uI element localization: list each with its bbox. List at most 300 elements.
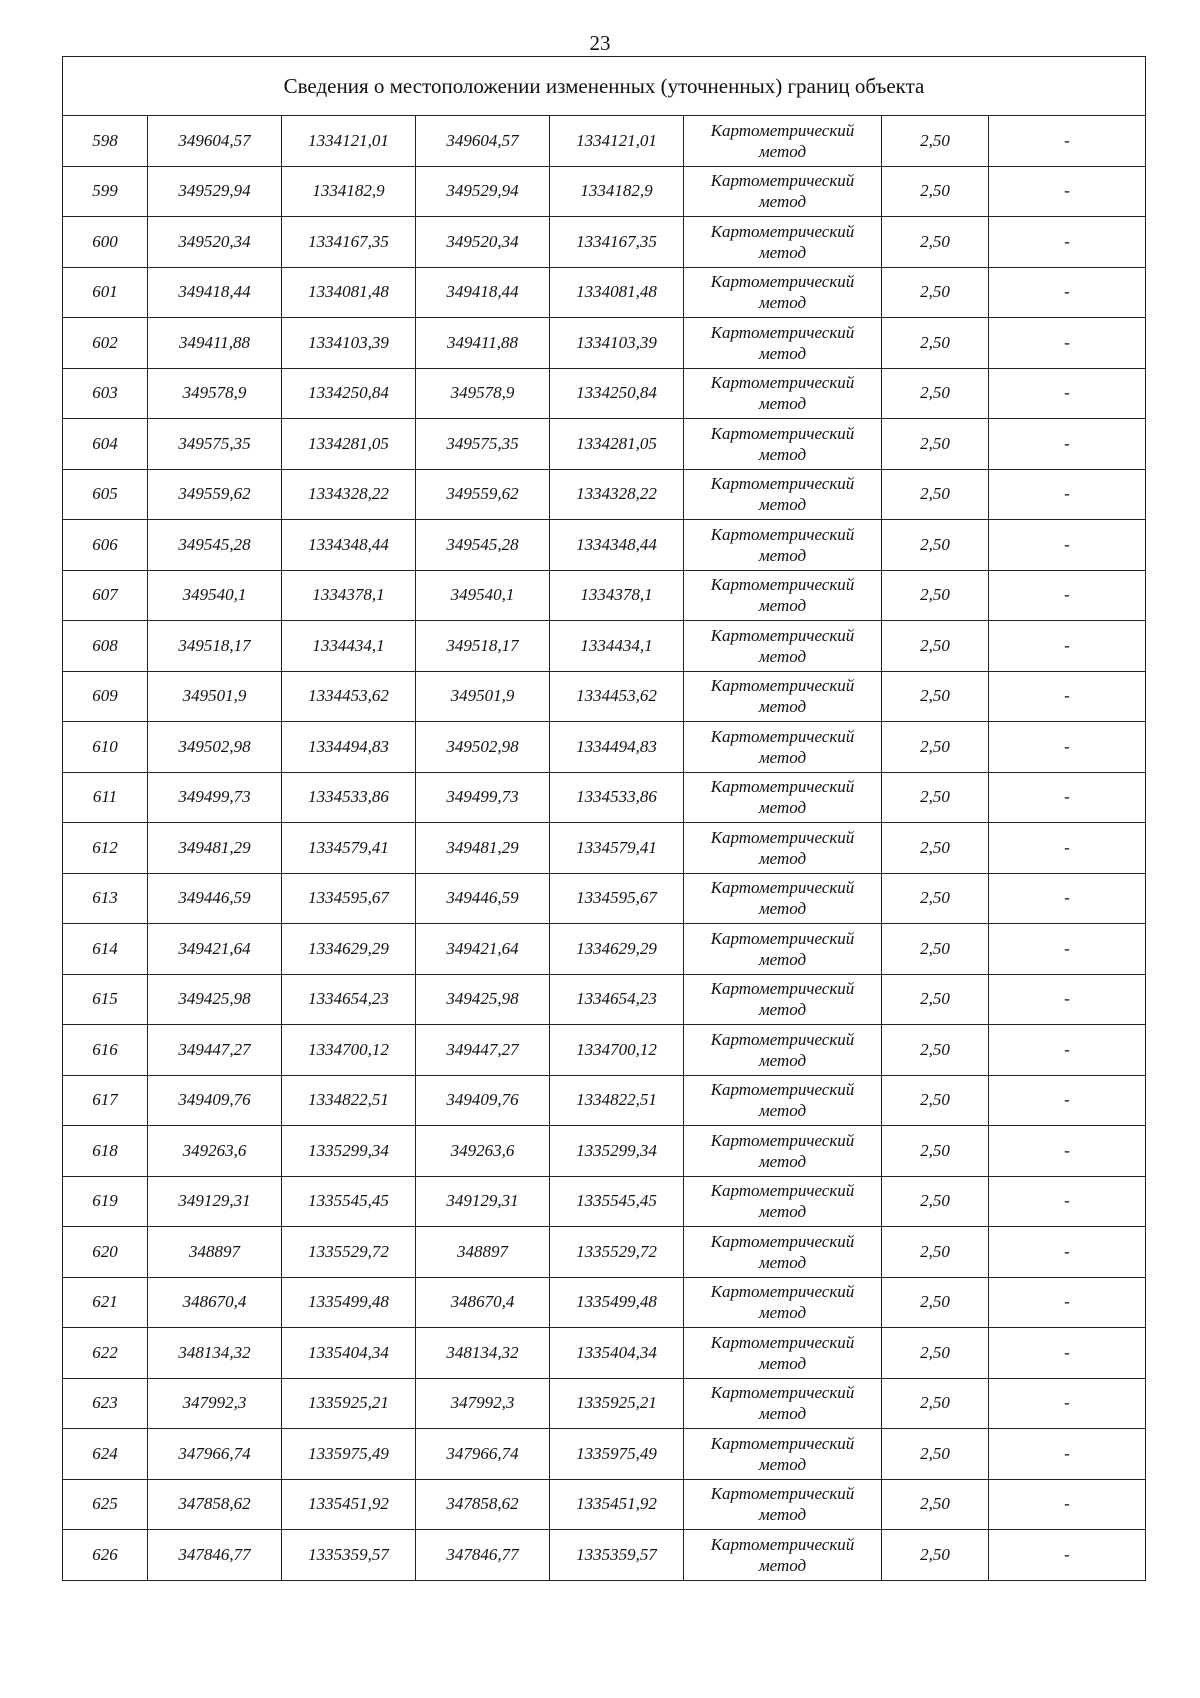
existing-x-cell: 349578,9: [148, 368, 282, 419]
table-row: [63, 166, 1146, 217]
description-cell: -: [989, 469, 1146, 520]
existing-x-cell: 348670,4: [148, 1277, 282, 1328]
refined-y-cell: 1334629,29: [550, 924, 684, 975]
existing-x-cell: 349418,44: [148, 267, 282, 318]
existing-x-cell: 348134,32: [148, 1328, 282, 1379]
existing-x-cell: 349540,1: [148, 570, 282, 621]
description-cell: -: [989, 974, 1146, 1025]
refined-x-cell: 349502,98: [416, 722, 550, 773]
refined-y-cell: 1334700,12: [550, 1025, 684, 1076]
refined-x-cell: 349409,76: [416, 1075, 550, 1126]
refined-y-cell: 1335451,92: [550, 1479, 684, 1530]
description-cell: -: [989, 1328, 1146, 1379]
refined-x-cell: 349518,17: [416, 621, 550, 672]
refined-y-cell: 1334378,1: [550, 570, 684, 621]
method-cell: [684, 1530, 882, 1581]
method-line2: метод: [758, 697, 807, 717]
existing-y-cell: 1335529,72: [282, 1227, 416, 1278]
method-line1: Картометрический: [710, 1181, 855, 1201]
method-line1: Картометрический: [710, 928, 855, 948]
refined-y-cell: 1334434,1: [550, 621, 684, 672]
method-cell: [684, 1378, 882, 1429]
method-line2: метод: [758, 747, 807, 767]
method-cell: [684, 1277, 882, 1328]
accuracy-cell: 2,50: [882, 368, 989, 419]
method-cell: [684, 1227, 882, 1278]
accuracy-cell: 2,50: [882, 318, 989, 369]
table-row: [63, 873, 1146, 924]
existing-x-cell: 349575,35: [148, 419, 282, 470]
existing-y-cell: 1335975,49: [282, 1429, 416, 1480]
method-cell: [684, 1126, 882, 1177]
accuracy-cell: 2,50: [882, 671, 989, 722]
refined-x-cell: 349481,29: [416, 823, 550, 874]
existing-x-cell: 349502,98: [148, 722, 282, 773]
existing-y-cell: 1334348,44: [282, 520, 416, 571]
point-number-cell: 619: [63, 1176, 148, 1227]
method-cell: [684, 116, 882, 167]
refined-y-cell: 1334579,41: [550, 823, 684, 874]
accuracy-cell: 2,50: [882, 570, 989, 621]
method-cell: [684, 873, 882, 924]
point-number-cell: 605: [63, 469, 148, 520]
table-row: [63, 469, 1146, 520]
point-number-cell: 608: [63, 621, 148, 672]
accuracy-cell: 2,50: [882, 1530, 989, 1581]
description-cell: -: [989, 166, 1146, 217]
table-header: Сведения о местоположении измененных (уточненных) границ объекта: [63, 57, 1146, 116]
refined-y-cell: 1334167,35: [550, 217, 684, 268]
point-number-cell: 614: [63, 924, 148, 975]
method-line1: Картометрический: [710, 827, 855, 847]
refined-x-cell: 349501,9: [416, 671, 550, 722]
description-cell: -: [989, 1025, 1146, 1076]
existing-y-cell: 1334629,29: [282, 924, 416, 975]
table-header-row: [63, 57, 1146, 116]
method-line1: Картометрический: [710, 272, 855, 292]
method-line1: Картометрический: [710, 1332, 855, 1352]
accuracy-cell: 2,50: [882, 1479, 989, 1530]
method-cell: [684, 419, 882, 470]
accuracy-cell: 2,50: [882, 873, 989, 924]
refined-y-cell: 1335529,72: [550, 1227, 684, 1278]
description-cell: -: [989, 318, 1146, 369]
table-row: [63, 116, 1146, 167]
method-line1: Картометрический: [710, 221, 855, 241]
method-line1: Картометрический: [710, 1231, 855, 1251]
existing-y-cell: 1334121,01: [282, 116, 416, 167]
method-line2: метод: [758, 545, 807, 565]
refined-y-cell: 1335359,57: [550, 1530, 684, 1581]
point-number-cell: 607: [63, 570, 148, 621]
existing-x-cell: 349411,88: [148, 318, 282, 369]
existing-y-cell: 1335359,57: [282, 1530, 416, 1581]
table-row: [63, 1126, 1146, 1177]
refined-x-cell: 349129,31: [416, 1176, 550, 1227]
refined-y-cell: 1335925,21: [550, 1378, 684, 1429]
table-row: [63, 621, 1146, 672]
description-cell: -: [989, 217, 1146, 268]
point-number-cell: 611: [63, 772, 148, 823]
table-row: [63, 1025, 1146, 1076]
method-line2: метод: [758, 293, 807, 313]
existing-x-cell: 349529,94: [148, 166, 282, 217]
refined-x-cell: 349575,35: [416, 419, 550, 470]
accuracy-cell: 2,50: [882, 520, 989, 571]
table-body: [63, 57, 1146, 1581]
refined-x-cell: 349411,88: [416, 318, 550, 369]
existing-x-cell: 349446,59: [148, 873, 282, 924]
method-line2: метод: [758, 848, 807, 868]
page-number: 23: [589, 31, 611, 55]
accuracy-cell: 2,50: [882, 1025, 989, 1076]
table-row: [63, 217, 1146, 268]
accuracy-cell: 2,50: [882, 1176, 989, 1227]
refined-y-cell: 1334453,62: [550, 671, 684, 722]
point-number-cell: 618: [63, 1126, 148, 1177]
method-line2: метод: [758, 1000, 807, 1020]
method-line2: метод: [758, 1404, 807, 1424]
description-cell: -: [989, 1075, 1146, 1126]
method-cell: [684, 823, 882, 874]
method-line1: Картометрический: [710, 373, 855, 393]
description-cell: -: [989, 873, 1146, 924]
refined-x-cell: 349545,28: [416, 520, 550, 571]
description-cell: -: [989, 1176, 1146, 1227]
method-line1: Картометрический: [710, 878, 855, 898]
existing-y-cell: 1334494,83: [282, 722, 416, 773]
method-cell: [684, 217, 882, 268]
refined-x-cell: 349499,73: [416, 772, 550, 823]
accuracy-cell: 2,50: [882, 924, 989, 975]
point-number-cell: 623: [63, 1378, 148, 1429]
existing-y-cell: 1334378,1: [282, 570, 416, 621]
method-line1: Картометрический: [710, 524, 855, 544]
method-cell: [684, 318, 882, 369]
existing-y-cell: 1334822,51: [282, 1075, 416, 1126]
existing-x-cell: 349129,31: [148, 1176, 282, 1227]
method-line2: метод: [758, 242, 807, 262]
existing-y-cell: 1334250,84: [282, 368, 416, 419]
description-cell: -: [989, 722, 1146, 773]
point-number-cell: 624: [63, 1429, 148, 1480]
table-row: [63, 671, 1146, 722]
method-cell: [684, 722, 882, 773]
description-cell: -: [989, 1479, 1146, 1530]
method-line1: Картометрический: [710, 1282, 855, 1302]
accuracy-cell: 2,50: [882, 1429, 989, 1480]
method-line2: метод: [758, 1353, 807, 1373]
refined-x-cell: 349578,9: [416, 368, 550, 419]
existing-x-cell: 347992,3: [148, 1378, 282, 1429]
table-row: [63, 1378, 1146, 1429]
refined-y-cell: 1334328,22: [550, 469, 684, 520]
method-line2: метод: [758, 1252, 807, 1272]
accuracy-cell: 2,50: [882, 823, 989, 874]
existing-x-cell: 349409,76: [148, 1075, 282, 1126]
table-row: [63, 722, 1146, 773]
method-cell: [684, 1075, 882, 1126]
table-row: [63, 1227, 1146, 1278]
description-cell: -: [989, 520, 1146, 571]
description-cell: -: [989, 772, 1146, 823]
method-line1: Картометрический: [710, 1534, 855, 1554]
method-line2: метод: [758, 495, 807, 515]
point-number-cell: 603: [63, 368, 148, 419]
point-number-cell: 626: [63, 1530, 148, 1581]
refined-y-cell: 1334348,44: [550, 520, 684, 571]
existing-x-cell: 349499,73: [148, 772, 282, 823]
description-cell: -: [989, 671, 1146, 722]
point-number-cell: 600: [63, 217, 148, 268]
point-number-cell: 606: [63, 520, 148, 571]
refined-y-cell: 1335404,34: [550, 1328, 684, 1379]
method-cell: [684, 1328, 882, 1379]
refined-x-cell: 347992,3: [416, 1378, 550, 1429]
existing-y-cell: 1335299,34: [282, 1126, 416, 1177]
table-row: [63, 1530, 1146, 1581]
coordinates-table: [62, 56, 1146, 1581]
refined-x-cell: 349559,62: [416, 469, 550, 520]
refined-y-cell: 1334182,9: [550, 166, 684, 217]
existing-y-cell: 1334533,86: [282, 772, 416, 823]
existing-y-cell: 1335499,48: [282, 1277, 416, 1328]
method-line1: Картометрический: [710, 1080, 855, 1100]
method-line1: Картометрический: [710, 120, 855, 140]
method-cell: [684, 621, 882, 672]
refined-x-cell: 349529,94: [416, 166, 550, 217]
method-line1: Картометрический: [710, 1130, 855, 1150]
method-line2: метод: [758, 1202, 807, 1222]
table-row: [63, 1075, 1146, 1126]
description-cell: -: [989, 621, 1146, 672]
existing-x-cell: 349604,57: [148, 116, 282, 167]
accuracy-cell: 2,50: [882, 116, 989, 167]
existing-x-cell: 349545,28: [148, 520, 282, 571]
refined-x-cell: 347966,74: [416, 1429, 550, 1480]
existing-x-cell: 349501,9: [148, 671, 282, 722]
table-row: [63, 974, 1146, 1025]
accuracy-cell: 2,50: [882, 1075, 989, 1126]
point-number-cell: 601: [63, 267, 148, 318]
method-line2: метод: [758, 1101, 807, 1121]
refined-y-cell: 1334081,48: [550, 267, 684, 318]
accuracy-cell: 2,50: [882, 621, 989, 672]
accuracy-cell: 2,50: [882, 1378, 989, 1429]
refined-x-cell: 349540,1: [416, 570, 550, 621]
existing-y-cell: 1334434,1: [282, 621, 416, 672]
point-number-cell: 609: [63, 671, 148, 722]
existing-y-cell: 1334167,35: [282, 217, 416, 268]
existing-y-cell: 1335451,92: [282, 1479, 416, 1530]
refined-y-cell: 1335499,48: [550, 1277, 684, 1328]
accuracy-cell: 2,50: [882, 1227, 989, 1278]
description-cell: -: [989, 368, 1146, 419]
table-row: [63, 772, 1146, 823]
method-cell: [684, 974, 882, 1025]
existing-y-cell: 1334579,41: [282, 823, 416, 874]
refined-y-cell: 1334595,67: [550, 873, 684, 924]
point-number-cell: 602: [63, 318, 148, 369]
description-cell: -: [989, 1227, 1146, 1278]
refined-y-cell: 1335299,34: [550, 1126, 684, 1177]
table-row: [63, 1328, 1146, 1379]
refined-y-cell: 1334494,83: [550, 722, 684, 773]
method-line1: Картометрический: [710, 625, 855, 645]
method-line2: метод: [758, 949, 807, 969]
description-cell: -: [989, 267, 1146, 318]
refined-x-cell: 348670,4: [416, 1277, 550, 1328]
existing-x-cell: 349263,6: [148, 1126, 282, 1177]
existing-x-cell: 349520,34: [148, 217, 282, 268]
method-line2: метод: [758, 1303, 807, 1323]
method-line2: метод: [758, 1050, 807, 1070]
point-number-cell: 612: [63, 823, 148, 874]
existing-y-cell: 1334700,12: [282, 1025, 416, 1076]
refined-x-cell: 349263,6: [416, 1126, 550, 1177]
method-line1: Картометрический: [710, 474, 855, 494]
accuracy-cell: 2,50: [882, 1328, 989, 1379]
method-line2: метод: [758, 1505, 807, 1525]
existing-x-cell: 349447,27: [148, 1025, 282, 1076]
accuracy-cell: 2,50: [882, 217, 989, 268]
refined-x-cell: 348897: [416, 1227, 550, 1278]
table-row: [63, 520, 1146, 571]
table-row: [63, 823, 1146, 874]
description-cell: -: [989, 570, 1146, 621]
existing-y-cell: 1335404,34: [282, 1328, 416, 1379]
refined-x-cell: 349447,27: [416, 1025, 550, 1076]
point-number-cell: 604: [63, 419, 148, 470]
point-number-cell: 598: [63, 116, 148, 167]
method-line2: метод: [758, 798, 807, 818]
method-line1: Картометрический: [710, 423, 855, 443]
accuracy-cell: 2,50: [882, 469, 989, 520]
accuracy-cell: 2,50: [882, 1277, 989, 1328]
existing-x-cell: 347846,77: [148, 1530, 282, 1581]
method-cell: [684, 772, 882, 823]
existing-y-cell: 1335545,45: [282, 1176, 416, 1227]
method-line2: метод: [758, 343, 807, 363]
refined-y-cell: 1334281,05: [550, 419, 684, 470]
refined-x-cell: 349520,34: [416, 217, 550, 268]
existing-x-cell: 347858,62: [148, 1479, 282, 1530]
method-cell: [684, 166, 882, 217]
refined-x-cell: 349421,64: [416, 924, 550, 975]
existing-y-cell: 1335925,21: [282, 1378, 416, 1429]
table-row: [63, 1429, 1146, 1480]
existing-y-cell: 1334081,48: [282, 267, 416, 318]
refined-y-cell: 1334822,51: [550, 1075, 684, 1126]
point-number-cell: 621: [63, 1277, 148, 1328]
existing-y-cell: 1334453,62: [282, 671, 416, 722]
method-line2: метод: [758, 646, 807, 666]
refined-y-cell: 1334121,01: [550, 116, 684, 167]
method-line2: метод: [758, 596, 807, 616]
table-row: [63, 924, 1146, 975]
existing-x-cell: 347966,74: [148, 1429, 282, 1480]
method-line1: Картометрический: [710, 676, 855, 696]
method-line2: метод: [758, 192, 807, 212]
point-number-cell: 610: [63, 722, 148, 773]
table-row: [63, 419, 1146, 470]
refined-x-cell: 348134,32: [416, 1328, 550, 1379]
method-line1: Картометрический: [710, 1433, 855, 1453]
accuracy-cell: 2,50: [882, 974, 989, 1025]
refined-x-cell: 347846,77: [416, 1530, 550, 1581]
refined-y-cell: 1335975,49: [550, 1429, 684, 1480]
accuracy-cell: 2,50: [882, 166, 989, 217]
existing-x-cell: 349425,98: [148, 974, 282, 1025]
description-cell: -: [989, 823, 1146, 874]
existing-x-cell: 349481,29: [148, 823, 282, 874]
refined-y-cell: 1335545,45: [550, 1176, 684, 1227]
method-line2: метод: [758, 394, 807, 414]
method-cell: [684, 1025, 882, 1076]
accuracy-cell: 2,50: [882, 772, 989, 823]
method-cell: [684, 1176, 882, 1227]
table-row: [63, 1176, 1146, 1227]
table-row: [63, 1277, 1146, 1328]
method-cell: [684, 671, 882, 722]
accuracy-cell: 2,50: [882, 267, 989, 318]
point-number-cell: 616: [63, 1025, 148, 1076]
method-line1: Картометрический: [710, 322, 855, 342]
table-row: [63, 1479, 1146, 1530]
existing-x-cell: 349518,17: [148, 621, 282, 672]
method-cell: [684, 924, 882, 975]
method-line1: Картометрический: [710, 575, 855, 595]
method-cell: [684, 1429, 882, 1480]
existing-x-cell: 348897: [148, 1227, 282, 1278]
point-number-cell: 617: [63, 1075, 148, 1126]
accuracy-cell: 2,50: [882, 1126, 989, 1177]
existing-y-cell: 1334654,23: [282, 974, 416, 1025]
method-line1: Картометрический: [710, 979, 855, 999]
description-cell: -: [989, 924, 1146, 975]
point-number-cell: 613: [63, 873, 148, 924]
existing-y-cell: 1334281,05: [282, 419, 416, 470]
existing-y-cell: 1334182,9: [282, 166, 416, 217]
method-line2: метод: [758, 1151, 807, 1171]
description-cell: -: [989, 1277, 1146, 1328]
point-number-cell: 599: [63, 166, 148, 217]
method-line1: Картометрический: [710, 1484, 855, 1504]
method-line2: метод: [758, 444, 807, 464]
table-row: [63, 267, 1146, 318]
method-line1: Картометрический: [710, 171, 855, 191]
description-cell: -: [989, 116, 1146, 167]
method-line2: метод: [758, 1454, 807, 1474]
point-number-cell: 615: [63, 974, 148, 1025]
accuracy-cell: 2,50: [882, 419, 989, 470]
refined-y-cell: 1334654,23: [550, 974, 684, 1025]
method-line1: Картометрический: [710, 726, 855, 746]
point-number-cell: 625: [63, 1479, 148, 1530]
refined-y-cell: 1334533,86: [550, 772, 684, 823]
refined-y-cell: 1334250,84: [550, 368, 684, 419]
method-line2: метод: [758, 899, 807, 919]
description-cell: -: [989, 419, 1146, 470]
method-line2: метод: [758, 1555, 807, 1575]
method-line2: метод: [758, 141, 807, 161]
description-cell: -: [989, 1126, 1146, 1177]
method-cell: [684, 368, 882, 419]
refined-x-cell: 349418,44: [416, 267, 550, 318]
existing-y-cell: 1334595,67: [282, 873, 416, 924]
method-cell: [684, 469, 882, 520]
table-row: [63, 570, 1146, 621]
